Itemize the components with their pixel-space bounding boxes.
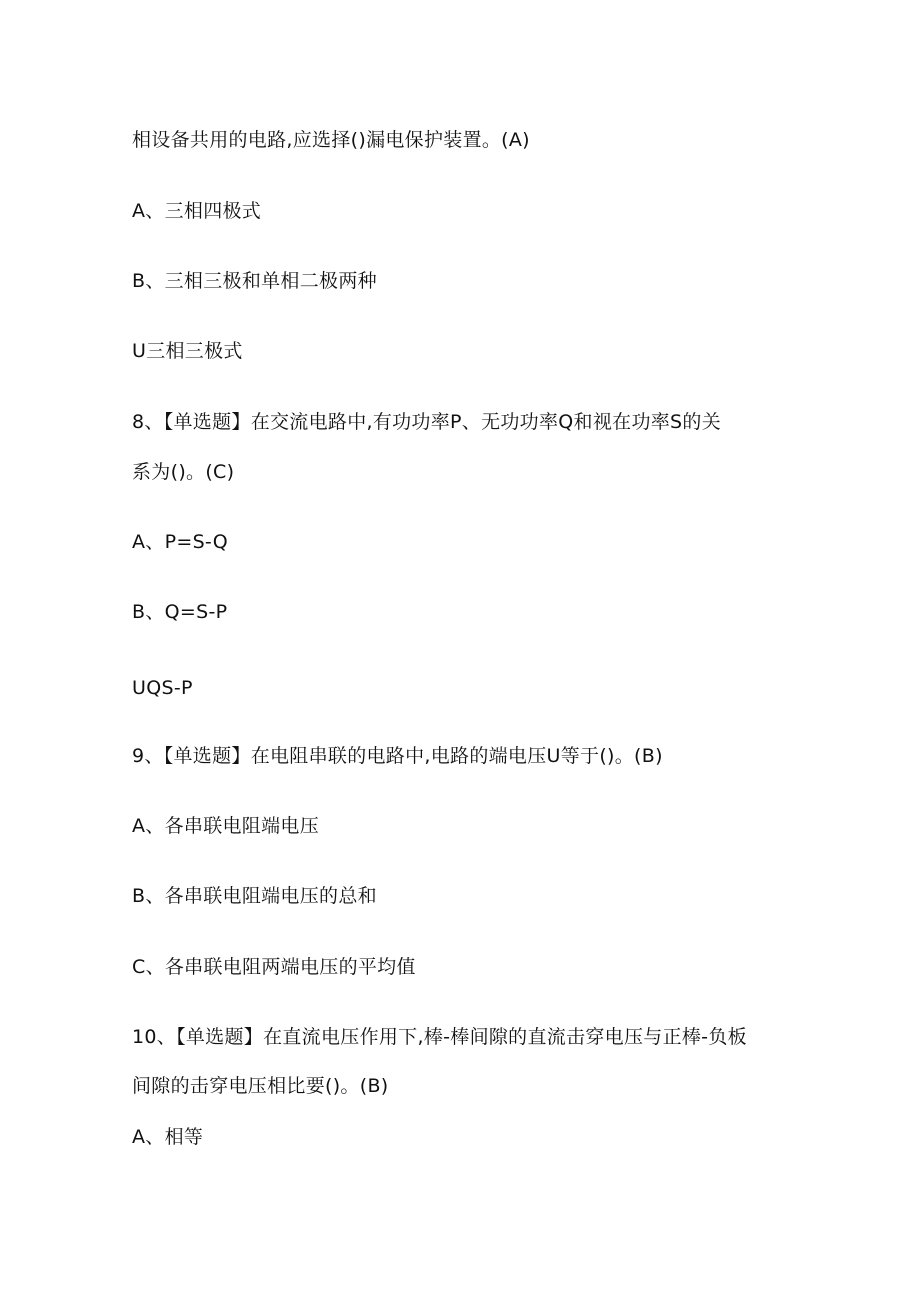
question-8-option-a: A、P=S-Q [132,531,229,553]
question-7-option-a: A、三相四极式 [132,200,262,222]
question-7-option-b: B、三相三极和单相二极两种 [132,270,377,292]
question-10-option-a: A、相等 [132,1126,204,1148]
question-9-option-c: C、各串联电阻两端电压的平均值 [132,956,416,978]
question-10-stem-line-2: 间隙的击穿电压相比要()。(B) [132,1075,389,1097]
question-8-stem-line-1: 8、【单选题】在交流电路中,有功功率P、无功功率Q和视在功率S的关 [132,411,722,433]
question-9-option-a: A、各串联电阻端电压 [132,815,319,837]
question-8-stem-line-2: 系为()。(C) [132,461,235,483]
question-7-option-c: U三相三极式 [132,340,243,362]
question-9-option-b: B、各串联电阻端电压的总和 [132,885,377,907]
question-9-stem: 9、【单选题】在电阻串联的电路中,电路的端电压U等于()。(B) [132,745,663,767]
question-7-stem-continuation: 相设备共用的电路,应选择()漏电保护装置。(A) [132,129,530,151]
question-8-option-c: UQS-P [132,677,193,699]
question-10-stem-line-1: 10、【单选题】在直流电压作用下,棒-棒间隙的直流击穿电压与正棒-负板 [132,1026,747,1048]
question-8-option-b: B、Q=S-P [132,601,228,623]
